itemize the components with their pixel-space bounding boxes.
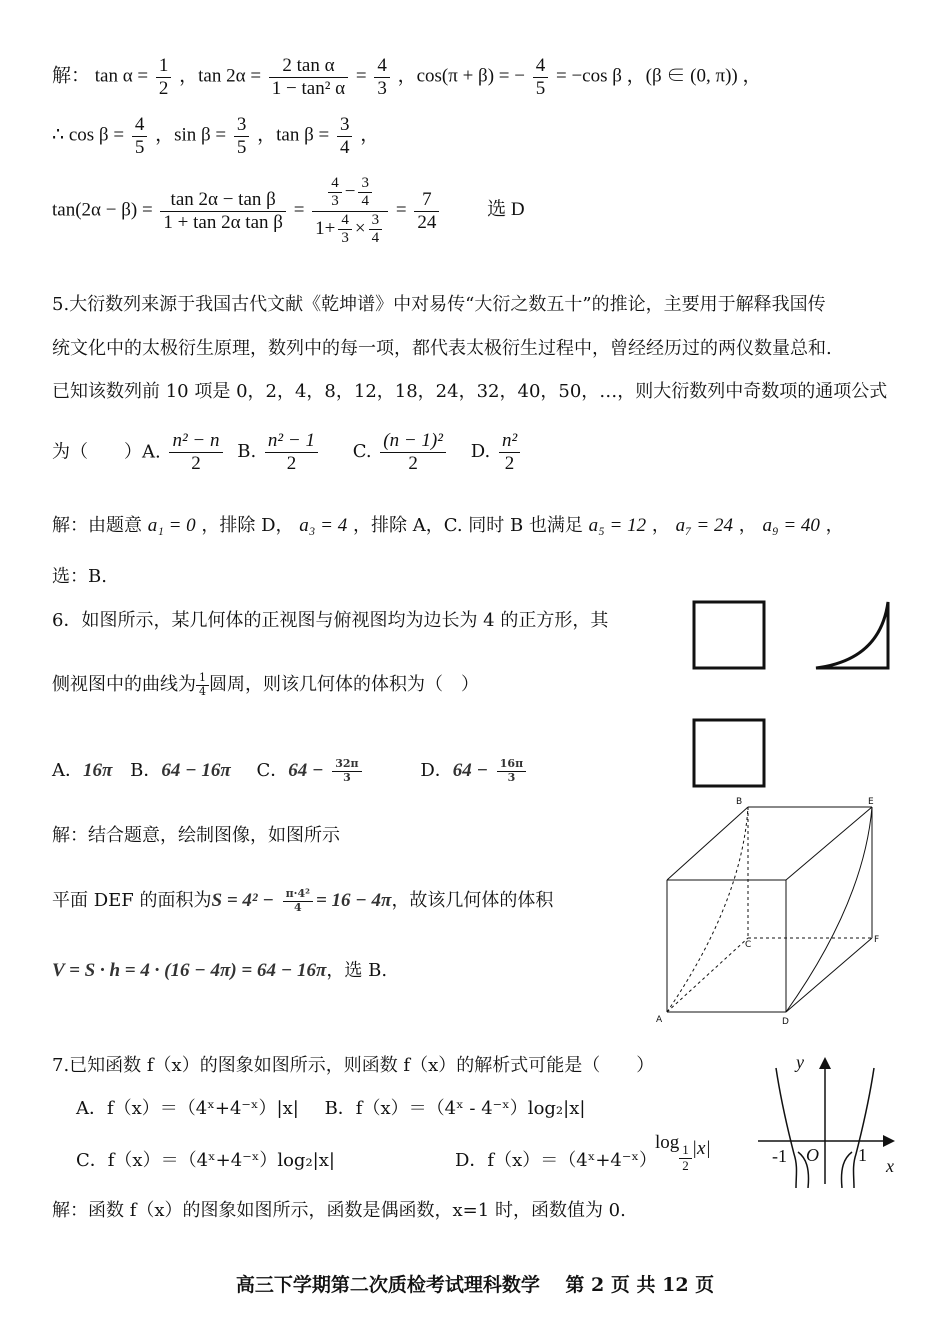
sol4-line2: ∴ cos β = $\frac{4}{5}$ ，sin β = $\frac{3}{5}$ ，tan β = $\frac{3}{4}$ ， [52,114,380,158]
choice-answer: 选 D [487,199,525,221]
q6-solution-1: 解：结合题意，绘制图像，如图所示 [52,825,340,846]
q6-solution-2: 平面 DEF 的面积为S = 4² − $\frac{\text{π·4²}}{4}$ = 16 − 4π，故该几何体的体积 [52,887,554,914]
fraction: $\frac{\text{2 tan α}}{\text{1 − tan² α}}$ [269,55,348,100]
label-F: F [874,935,880,945]
q6-line2: 侧视图中的曲线为 $\frac{1}{4}$ 圆周，则该几何体的体积为（ ） [52,671,479,698]
fraction: $\frac{7}{24}$ [414,189,439,234]
fraction: $\frac{4}{5}$ [533,55,549,100]
sol4-line1: 解： tan α = $\frac{1}{2}$ ，tan 2α = $\frac{\text{2 tan α}}{\text{1 − tan² α}}$ = $\frac{4}{3}$ ，cos(π + β) = − $\frac{4}{5}$ = −cos β ，(β ∈ (0, π)) ， [52,55,762,99]
front-view-square [694,602,764,668]
label-E: E [868,797,874,807]
q7-options-cd: C．f（x）＝（4ˣ+4⁻ˣ）log₂|x| [76,1150,335,1171]
q6-line1: 6．如图所示，某几何体的正视图与俯视图均为边长为 4 的正方形，其 [52,610,609,631]
sol4-line3: tan(2α − β) = $\frac{\text{tan 2α − tan β}}{\text{1 + tan 2α tan β}}$ = $\frac{4}{3}$ − $\frac{3}{4}$ 1+ $\frac{4}{3}$ × $\frac{3}{4}$ = $\frac{7}{24}$ 选 D [52,175,525,246]
right-inner-branch [841,1152,852,1188]
q5-line1: 5.大衍数列来源于我国古代文献《乾坤谱》中对易传“大衍之数五十”的推论，主要用于解释我国传 [52,294,826,315]
side-view-quarter-circle [816,602,888,668]
q7-solution: 解：函数 f（x）的图象如图所示，函数是偶函数，x=1 时，函数值为 0. [52,1200,626,1221]
label-B: B [736,797,743,807]
fraction: $\frac{4}{5}$ [132,114,148,159]
neg-one-label: -1 [772,1146,787,1166]
fraction: $\frac{4}{3}$ [374,55,390,100]
option-c-fraction: $\frac{\text{(n − 1)²}}{2}$ [380,430,446,475]
origin-label: O [806,1145,819,1165]
fraction: $\frac{1}{2}$ [156,55,172,100]
q5-solution: 解：由题意 a₁ = 0 ，排除 D， a₃ = 4 ，排除 A，C. 同时 B 也满足 a₅ = 12 ， a₇ = 24 ， a₉ = 40 ， [52,515,844,536]
function-graph [752,1048,902,1188]
fraction: $\frac{\text{tan 2α − tan β}}{\text{1 + tan 2α tan β}}$ [160,189,286,234]
q5-choice: 选：B. [52,566,107,587]
q5-options: 为（ ）A. $\frac{\text{n² − n}}{2}$ B. $\frac{\text{n² − 1}}{2}$ C. $\frac{\text{(n − 1)²}}{2}$ D. $\frac{\text{n²}}{2}$ [52,430,523,475]
page-footer: 高三下学期第二次质检考试理科数学 第 2 页 共 12 页 [235,1274,715,1296]
q7-line1: 7.已知函数 f（x）的图象如图所示，则函数 f（x）的解析式可能是（ ） [52,1055,655,1076]
q6-solution-3: V = S · h = 4 · (16 − 4π) = 64 − 16π，选 B. [52,960,388,981]
option-a-fraction: $\frac{\text{n² − n}}{2}$ [169,430,222,475]
compound-fraction: $\frac{4}{3}$ − $\frac{3}{4}$ 1+ $\frac{4}{3}$ × $\frac{3}{4}$ [312,175,388,247]
fraction: $\frac{3}{5}$ [234,114,250,159]
solid-figure [650,792,890,1028]
label-D: D [782,1017,789,1027]
q6-options: A．16π B．64 − 16π C．64 − $\frac{32\pi}{3}$ D．64 − $\frac{16\pi}{3}$ [52,758,529,784]
top-view-square [694,720,764,786]
q7-option-d-log: log $\frac{1}{2}$ |x| [655,1132,711,1173]
three-view-figure [690,598,910,798]
x-label: x [886,1156,894,1176]
q5-line2: 统文化中的太极衍生原理，数列中的每一项，都代表太极衍生过程中，曾经经历过的两仪数量总和. [52,338,832,359]
label-A: A [656,1015,663,1025]
left-outer-branch [776,1068,797,1188]
option-b-fraction: $\frac{\text{n² − 1}}{2}$ [265,430,318,475]
one-label: 1 [858,1145,867,1165]
fraction: $\frac{3}{4}$ [337,114,353,159]
y-label: y [796,1052,804,1072]
q7-option-d: D．f（x）＝（4ˣ+4⁻ˣ） [455,1150,657,1171]
fraction: $\frac{1}{4}$ [196,672,209,698]
option-d-fraction: $\frac{\text{n²}}{2}$ [499,430,520,475]
label-C: C [745,940,752,950]
q5-line3: 已知该数列前 10 项是 0，2，4，8，12，18，24，32，40，50，…，则大衍数列中奇数项的通项公式 [52,381,888,402]
q7-options-ab: A．f（x）＝（4ˣ+4⁻ˣ）|x| B．f（x）＝（4ˣ - 4⁻ˣ）log₂|x| [76,1098,586,1119]
right-outer-branch [854,1068,875,1188]
